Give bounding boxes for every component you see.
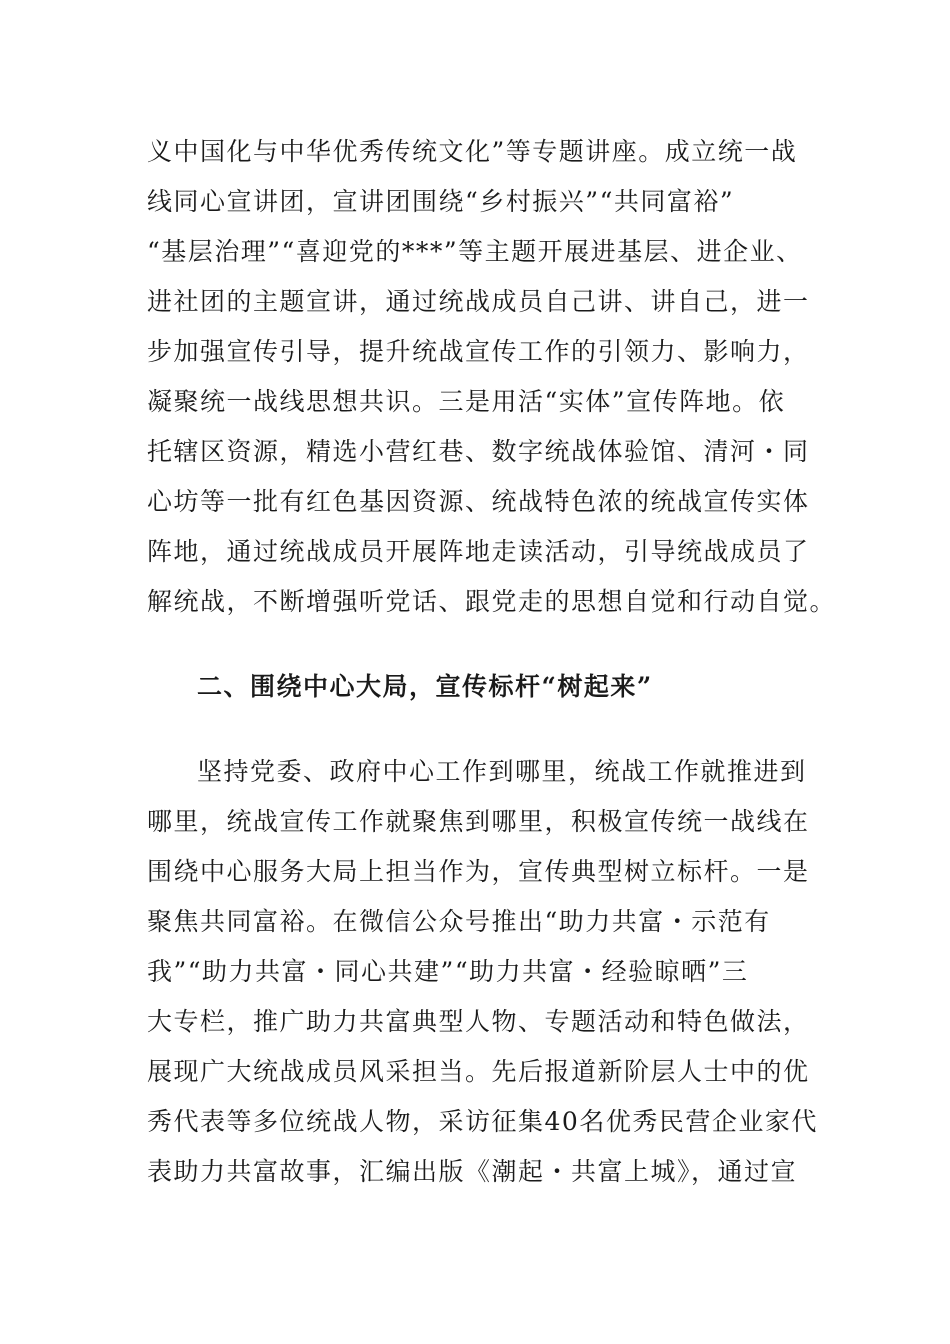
paragraph-1-line-3: “基层治理”“喜迎党的***”等主题开展进基层、进企业、 (147, 237, 803, 266)
paragraph-2-line-1: 坚持党委、政府中心工作到哪里，统战工作就推进到 (197, 757, 807, 786)
paragraph-2-line-7: 展现广大统战成员风采担当。先后报道新阶层人士中的优 (147, 1057, 810, 1086)
paragraph-1-line-1: 义中国化与中华优秀传统文化”等专题讲座。成立统一战 (147, 137, 798, 166)
paragraph-2-line-9: 表助力共富故事，汇编出版《潮起・共富上城》，通过宣 (147, 1157, 798, 1186)
paragraph-2-line-8: 秀代表等多位统战人物，采访征集40名优秀民营企业家代 (147, 1107, 818, 1136)
paragraph-1-line-8: 心坊等一批有红色基因资源、统战特色浓的统战宣传实体 (147, 487, 810, 516)
paragraph-1-line-10: 解统战，不断增强听党话、跟党走的思想自觉和行动自觉。 (147, 587, 837, 616)
paragraph-2-line-5: 我”“助力共富・同心共建”“助力共富・经验晾晒”三 (147, 957, 749, 986)
paragraph-1-line-2: 线同心宣讲团，宣讲团围绕“乡村振兴”“共同富裕” (147, 187, 735, 216)
paragraph-2-line-2: 哪里，统战宣传工作就聚焦到哪里，积极宣传统一战线在 (147, 807, 810, 836)
paragraph-1-line-6: 凝聚统一战线思想共识。三是用活“实体”宣传阵地。依 (147, 387, 786, 416)
paragraph-1-line-4: 进社团的主题宣讲，通过统战成员自己讲、讲自己，进一 (147, 287, 810, 316)
paragraph-1-line-7: 托辖区资源，精选小营红巷、数字统战体验馆、清河・同 (147, 437, 810, 466)
paragraph-2-line-4: 聚焦共同富裕。在微信公众号推出“助力共富・示范有 (147, 907, 771, 936)
paragraph-2-line-6: 大专栏，推广助力共富典型人物、专题活动和特色做法， (147, 1007, 810, 1036)
paragraph-2-line-3: 围绕中心服务大局上担当作为，宣传典型树立标杆。一是 (147, 857, 810, 886)
paragraph-1-line-9: 阵地，通过统战成员开展阵地走读活动，引导统战成员了 (147, 537, 810, 566)
paragraph-1-line-5: 步加强宣传引导，提升统战宣传工作的引领力、影响力， (147, 337, 810, 366)
section-heading: 二、围绕中心大局，宣传标杆“树起来” (197, 672, 653, 701)
